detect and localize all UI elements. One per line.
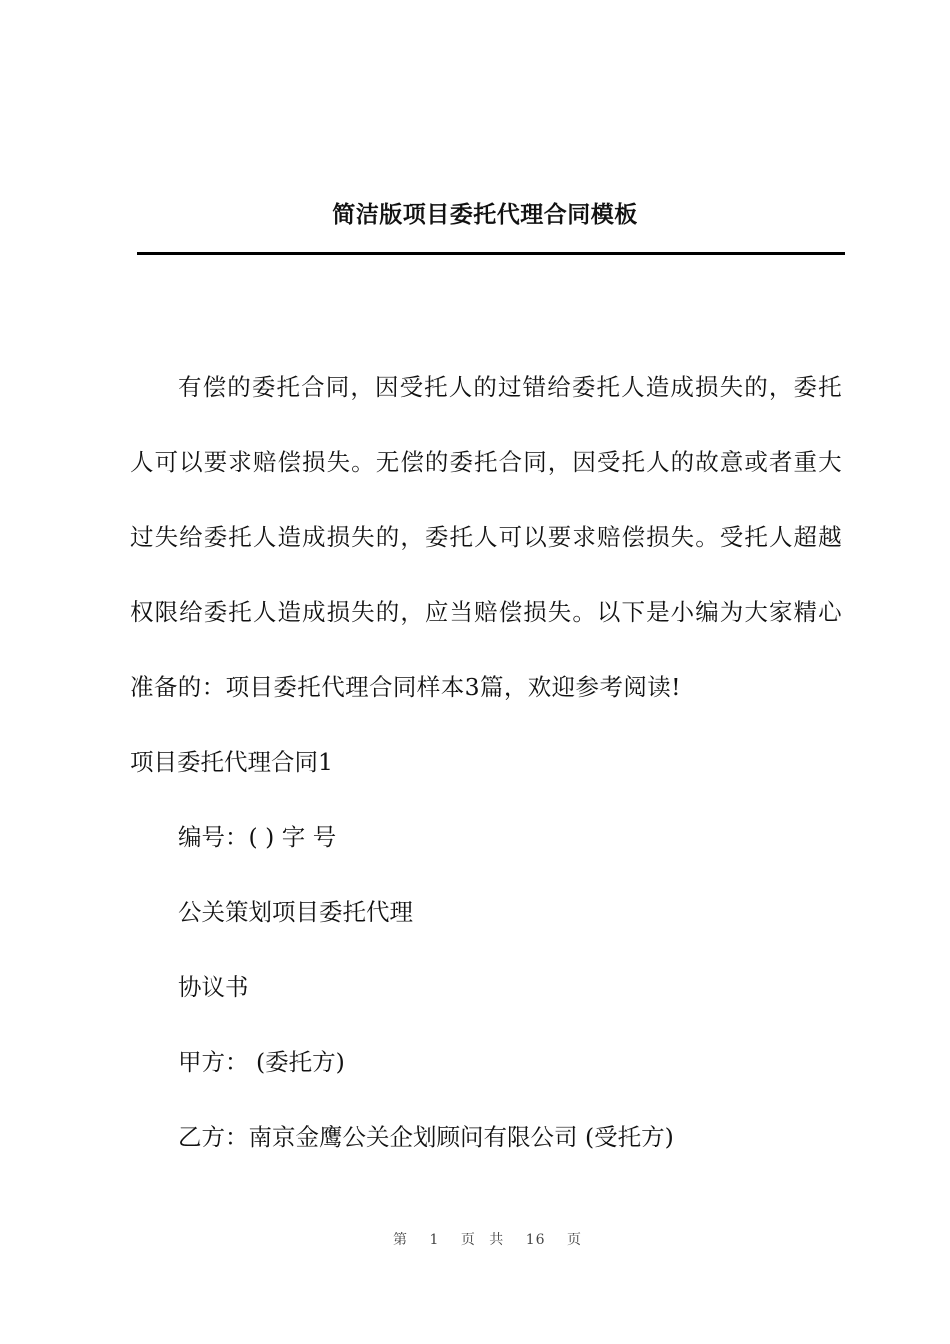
document-body [130, 350, 842, 1175]
footer-label-page: 第 [392, 1232, 408, 1248]
contract-number-line: 编号：( ) 字 号 [178, 823, 337, 851]
footer-total-pages: 16 [525, 1232, 546, 1248]
footer-current-page: 1 [429, 1232, 440, 1248]
footer-label-end: 页 [567, 1232, 582, 1248]
intro-paragraph: 有偿的委托合同，因受托人的过错给委托人造成损失的，委托人可以要求赔偿损失。无偿的委托合同，因受托人的故意或者重大过失给委托人造成损失的，委托人可以要求赔偿损失。受托人超越权限给委托人造成损失的，应当赔偿损失。以下是小编为大家精心准备的：项目委托代理合同样本3篇，欢迎参考阅读! [130, 373, 842, 701]
document-title: 简洁版项目委托代理合同模板 [332, 202, 638, 228]
title-underline [137, 252, 845, 255]
agreement-type-line: 协议书 [178, 973, 249, 1001]
section-heading: 项目委托代理合同1 [130, 748, 333, 776]
page-footer [0, 1229, 950, 1249]
agreement-subject-line: 公关策划项目委托代理 [178, 898, 413, 926]
party-b-line: 乙方：南京金鹰公关企划顾问有限公司 (受托方) [178, 1123, 674, 1151]
party-a-line: 甲方： (委托方) [178, 1048, 345, 1076]
footer-label-of: 页 共 [460, 1232, 505, 1248]
